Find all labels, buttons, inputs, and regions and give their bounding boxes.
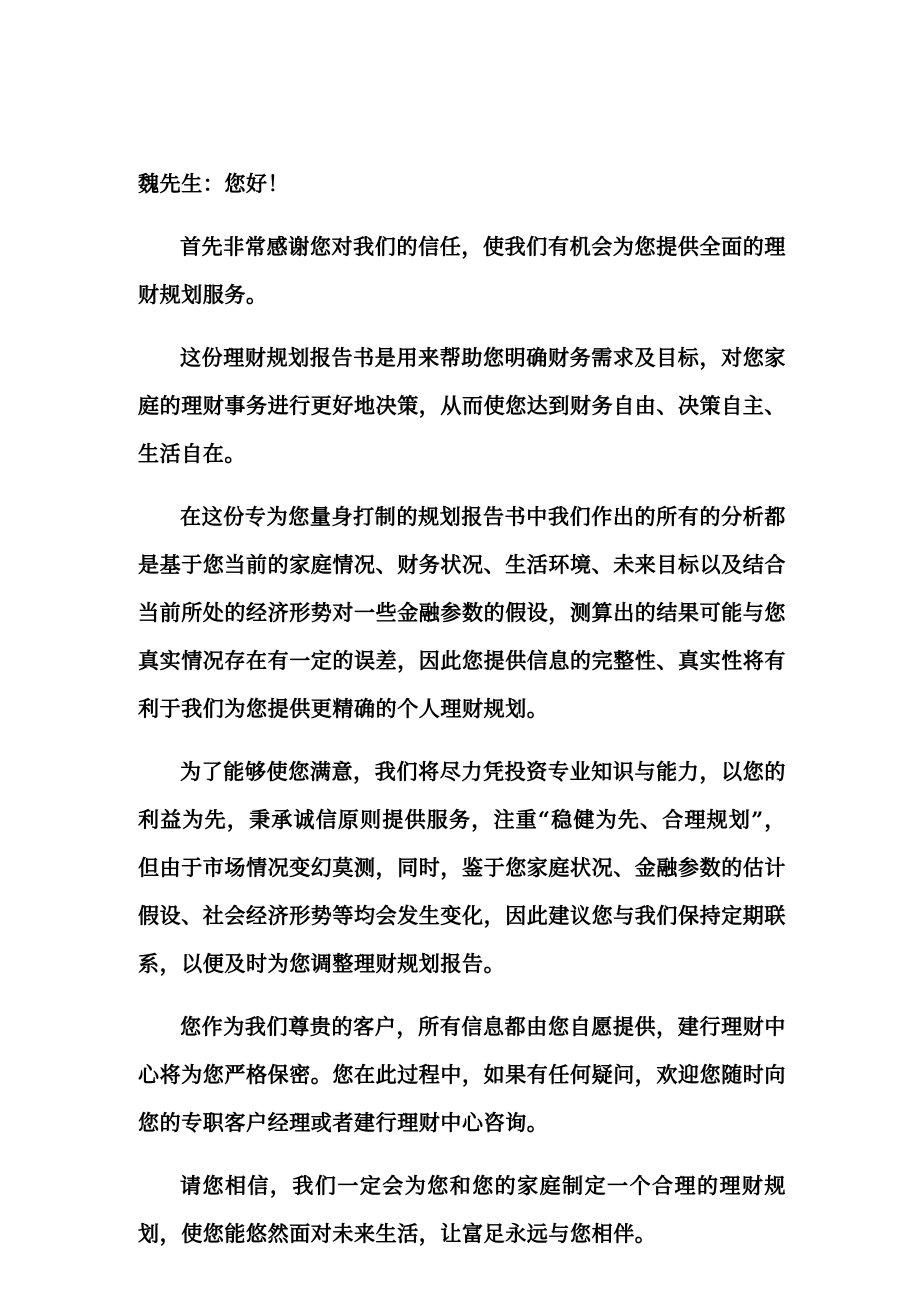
salutation: 魏先生：您好！ xyxy=(138,171,290,196)
paragraph-service-commitment: 为了能够使您满意，我们将尽力凭投资专业知识与能力，以您的利益为先，秉承诚信原则提供服务，注重“稳健为先、合理规划”，但由于市场情况变幻莫测，同时，鉴于您家庭状况、金融参数的估计假设、社会经济形势等均会发生变化，因此建议您与我们保持定期联系，以便及时为您调整理财规划报告。 xyxy=(138,759,786,976)
paragraph-confidentiality: 您作为我们尊贵的客户，所有信息都由您自愿提供，建行理财中心将为您严格保密。您在此过程中，如果有任何疑问，欢迎您随时向您的专职客户经理或者建行理财中心咨询。 xyxy=(138,1014,786,1135)
paragraph-thanks: 首先非常感谢您对我们的信任，使我们有机会为您提供全面的理财规划服务。 xyxy=(138,234,786,307)
letter-page xyxy=(138,160,786,1273)
paragraph-analysis-basis: 在这份专为您量身打制的规划报告书中我们作出的所有的分析都是基于您当前的家庭情况、财务状况、生活环境、未来目标以及结合当前所处的经济形势对一些金融参数的假设，测算出的结果可能与您真实情况存在有一定的误差，因此您提供信息的完整性、真实性将有利于我们为您提供更精确的个人理财规划。 xyxy=(138,504,786,721)
paragraph-closing: 请您相信，我们一定会为您和您的家庭制定一个合理的理财规划，使您能悠然面对未来生活，让富足永远与您相伴。 xyxy=(138,1173,786,1246)
paragraph-purpose: 这份理财规划报告书是用来帮助您明确财务需求及目标，对您家庭的理财事务进行更好地决策，从而使您达到财务自由、决策自主、生活自在。 xyxy=(138,345,786,466)
